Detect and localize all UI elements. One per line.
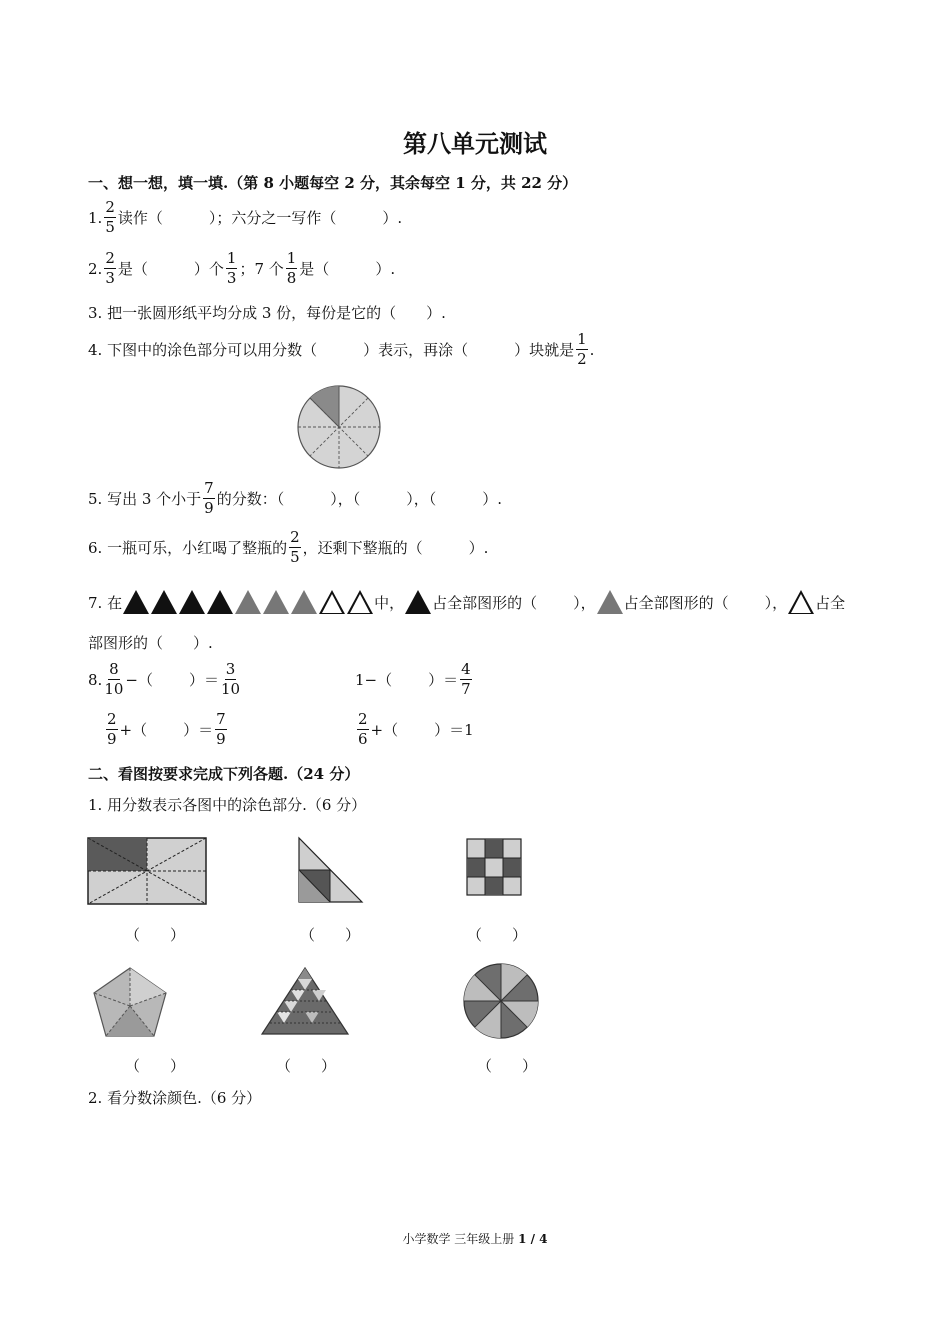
question-4: 4. 下图中的涂色部分可以用分数（ ）表示，再涂（ ）块就是 $\frac{1}{2}$ . [88, 330, 595, 368]
black-triangle-icon [179, 590, 205, 614]
answer-blank[interactable]: （ ） [125, 1057, 186, 1075]
question-8-b: 1−（ ）＝ $\frac{4}{7}$ [355, 660, 471, 698]
white-triangle-icon [347, 590, 373, 614]
fraction: $\frac{1}{3}$ [226, 249, 237, 287]
fraction: $\frac{4}{7}$ [461, 660, 471, 698]
right-triangle-figure [296, 836, 364, 904]
section-2-heading: 二、看图按要求完成下列各题.（24 分） [88, 765, 360, 783]
fraction: $\frac{2}{9}$ [107, 710, 117, 748]
question-3: 3. 把一张圆形纸平均分成 3 份，每份是它的（ ）. [88, 304, 446, 322]
gray-triangle-icon [263, 590, 289, 614]
fraction: $\frac{1}{2}$ [577, 330, 587, 368]
question-6: 6. 一瓶可乐，小红喝了整瓶的 $\frac{2}{5}$ ，还剩下整瓶的（ ）. [88, 528, 489, 566]
page-number: 1 / 4 [518, 1232, 548, 1246]
question-7: 7. 在 中， 占全部图形的（ ）， 占全部图形的（ ）， 占全 [88, 590, 845, 614]
subdivided-triangle-figure [260, 966, 350, 1036]
fraction: $\frac{2}{5}$ [105, 198, 115, 236]
black-triangle-icon [123, 590, 149, 614]
grid-figure [466, 838, 522, 896]
question-8-d: $\frac{2}{6}$ +（ ）＝1 [358, 710, 474, 748]
section-2-question-2: 2. 看分数涂颜色.（6 分） [88, 1089, 262, 1107]
answer-blank[interactable]: （ ） [477, 1057, 538, 1075]
white-triangle-icon [319, 590, 345, 614]
fraction: $\frac{2}{6}$ [358, 710, 368, 748]
gray-triangle-icon [597, 590, 623, 614]
fraction: $\frac{8}{10}$ [104, 660, 124, 698]
fraction: $\frac{1}{8}$ [286, 249, 297, 287]
black-triangle-icon [207, 590, 233, 614]
section-1-heading: 一、想一想，填一填.（第 8 小题每空 2 分，其余每空 1 分，共 22 分） [88, 174, 578, 192]
section-2-question-1: 1. 用分数表示各图中的涂色部分.（6 分） [88, 796, 367, 814]
answer-blank[interactable]: （ ） [300, 926, 361, 944]
triangle-row [122, 590, 374, 614]
circle-eighths-figure [296, 384, 382, 470]
fraction: $\frac{2}{3}$ [105, 249, 115, 287]
fraction: $\frac{7}{9}$ [204, 479, 214, 517]
black-triangle-icon [405, 590, 431, 614]
fraction: $\frac{3}{10}$ [221, 660, 241, 698]
question-5: 5. 写出 3 个小于 $\frac{7}{9}$ 的分数：（ ），（ ），（ ）. [88, 479, 503, 517]
question-8-a: 8. $\frac{8}{10}$ −（ ）＝ $\frac{3}{10}$ [88, 660, 241, 698]
pentagon-figure [92, 966, 168, 1038]
question-8-c: $\frac{2}{9}$ +（ ）＝ $\frac{7}{9}$ [107, 710, 226, 748]
gray-triangle-icon [291, 590, 317, 614]
fraction: $\frac{7}{9}$ [216, 710, 226, 748]
answer-blank[interactable]: （ ） [125, 926, 186, 944]
circle-sectors-figure [462, 962, 540, 1040]
page-title: 第八单元测试 [403, 129, 547, 158]
fraction: $\frac{2}{5}$ [290, 528, 300, 566]
rectangle-figure [87, 837, 207, 905]
black-triangle-icon [151, 590, 177, 614]
question-1: 1. $\frac{2}{5}$ 读作（ ）；六分之一写作（ ）. [88, 198, 403, 236]
question-7-continued: 部图形的（ ）. [88, 634, 213, 652]
question-2: 2. $\frac{2}{3}$ 是（ ）个 $\frac{1}{3}$ ；7 个 $\frac{1}{8}$ 是（ ）. [88, 249, 396, 287]
answer-blank[interactable]: （ ） [467, 926, 528, 944]
white-triangle-icon [788, 590, 814, 614]
answer-blank[interactable]: （ ） [276, 1057, 337, 1075]
q1-prefix: 1. [88, 208, 103, 227]
page-footer: 小学数学 三年级上册 1 / 4 [402, 1232, 548, 1246]
gray-triangle-icon [235, 590, 261, 614]
